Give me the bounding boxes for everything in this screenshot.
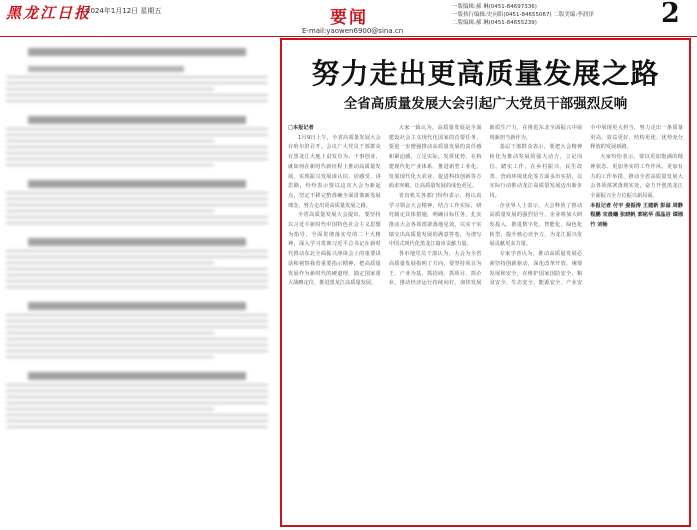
article-paragraph: 1月9日上午，全省高质量发展大会在哈尔滨召开。会议广大党员干部群众在黑龙江大地上奋发有为、干事创业，就如何在新时代新征程上推动高质量发展、实现振兴发展谈认识、话感受、讲思路，纷纷表示要以这次大会为新起点，坚定不移完整准确全面贯彻新发展理念，努力走出更高质量发展之路。 bbox=[288, 134, 381, 209]
blurred-text-line bbox=[6, 210, 214, 212]
blurred-text-line bbox=[6, 134, 268, 136]
blurred-text-line bbox=[6, 128, 268, 130]
blurred-text-line bbox=[6, 82, 268, 84]
blurred-headline bbox=[28, 180, 246, 188]
blurred-text-line bbox=[6, 204, 268, 206]
blurred-headline bbox=[28, 372, 246, 380]
blurred-text-line bbox=[6, 158, 268, 160]
article-paragraph: 全省高质量发展大会提出，要坚持以习近平新时代中国特色社会主义思想为指导，全面贯彻落实党的二十大精神，深入学习贯彻习近平总书记在新时代推动东北全面振兴座谈会上的重要讲话和视察我省重要指示精神，把高质量发展作为新时代的硬道理，锚定国家重大战略定位，推进黑龙江高质量发展。 bbox=[288, 212, 381, 287]
article-paragraph: 大家一致认为，高质量发展是全面建设社会主义现代化国家的首要任务，要进一步增强推动高质量发展的责任感和紧迫感，立足实际，发挥优势，在构建现代化产业体系、推进新型工业化、发展现代化大农业、促进科技创新等方面求突破，让高质量发展的成色更足。 bbox=[388, 125, 482, 190]
article-byline: □本报记者 bbox=[288, 125, 314, 131]
blurred-text-line bbox=[6, 192, 268, 194]
newspaper-logo: 黑龙江日报 bbox=[6, 4, 92, 22]
blurred-text-line bbox=[6, 350, 268, 352]
article-signoff: 本报记者 付宇 姜振涛 王建新 彭溢 周静 程鹏 宋晨曦 张晓帆 郭铭华 邵晶岩 谭湘竹 刘畅 bbox=[590, 202, 683, 229]
blurred-headline bbox=[28, 116, 246, 124]
blurred-text-line bbox=[6, 76, 268, 78]
blurred-text-line bbox=[6, 390, 268, 392]
article-paragraph: 大家纷纷表示，要以更加饱满的精神状态、更加务实的工作作风、更加有力的工作举措，推动全省高质量发展大会各项部署落到实处，奋力开创黑龙江全面振兴全方位振兴新局面。 bbox=[590, 154, 683, 199]
blurred-text-line bbox=[6, 198, 268, 200]
section-email: E-mail:yaowen6900@sina.cn bbox=[302, 27, 404, 35]
blurred-text-line bbox=[6, 286, 268, 288]
blurred-text-line bbox=[6, 216, 268, 218]
blurred-text-line bbox=[6, 326, 268, 328]
article-subhead: 全省高质量发展大会引起广大党员干部强烈反响 bbox=[343, 96, 628, 112]
blurred-text-line bbox=[6, 320, 268, 322]
blurred-text-line bbox=[6, 250, 268, 252]
blurred-left-columns bbox=[0, 38, 274, 530]
blurred-text-line bbox=[6, 384, 268, 386]
blurred-text-line bbox=[6, 338, 268, 340]
editor-line: 一版编辑:郝 琳(0451-84697336) bbox=[452, 4, 537, 10]
blurred-text-line bbox=[6, 408, 214, 410]
blurred-text-line bbox=[6, 88, 214, 90]
blurred-text-line bbox=[6, 280, 268, 282]
editor-credits bbox=[452, 3, 622, 27]
blurred-text-line bbox=[6, 314, 268, 316]
blurred-text-line bbox=[6, 274, 268, 276]
blurred-text-line bbox=[6, 332, 214, 334]
blurred-headline bbox=[28, 48, 246, 56]
article-paragraph: 基层干部群众表示，要把大会精神转化为推动发展的强大动力，立足岗位、踏实工作，在乡村振兴、民生改善、营商环境优化等方面多出实招，以实际行动推动龙江高质量发展迈出新步伐。 bbox=[489, 144, 583, 199]
editor-line: 一版执行编辑:史向阳(0451-84655067) 二版美编:李润泽 bbox=[452, 12, 594, 18]
article-body bbox=[288, 124, 683, 524]
blurred-text-line bbox=[6, 256, 268, 258]
page-number: 2 bbox=[661, 0, 680, 29]
blurred-text-line bbox=[6, 402, 268, 404]
blurred-text-line bbox=[6, 268, 268, 270]
article-paragraph: 专家学者认为，推动高质量发展必须坚持创新驱动，深化改革开放，统筹发展和安全，在维护国家国防安全、粮食安全、生态安全、能源安全、产业安全中展现更大担当，努力走出一条质量更高、效益更好、结构更优、优势充分释放的发展新路。 bbox=[489, 125, 683, 287]
article-paragraph: 企业界人士表示，大会释放了推动高质量发展的强烈信号，企业将加大研发投入，推进数字化、智能化、绿色化转型，提升核心竞争力，为龙江振兴发展贡献更多力量。 bbox=[489, 202, 583, 248]
blurred-text-line bbox=[6, 396, 268, 398]
blurred-headline bbox=[28, 302, 246, 310]
article-paragraph: 各市地党员干部认为，大会为全省高质量发展指明了方向，要坚持项目为王、产业为基，抓招商、抓项目、抓企业，推动经济运行持续向好，加快发展新质生产力，在推进东北全面振兴中展现新担当新作为。 bbox=[388, 125, 583, 287]
masthead bbox=[0, 0, 697, 35]
blurred-text-line bbox=[6, 140, 214, 142]
article-headline: 努力走出更高质量发展之路 bbox=[311, 57, 660, 90]
blurred-text-line bbox=[6, 94, 268, 96]
blurred-text-line bbox=[6, 100, 268, 102]
section-title: 要闻 bbox=[330, 8, 368, 28]
blurred-text-line bbox=[6, 146, 268, 148]
blurred-text-line bbox=[6, 164, 214, 166]
blurred-subhead bbox=[28, 66, 184, 72]
editor-line: 二版编辑:郝 琳(0451-84655239) bbox=[452, 20, 537, 26]
blurred-text-line bbox=[6, 222, 268, 224]
blurred-text-line bbox=[6, 414, 268, 416]
blurred-text-line bbox=[6, 344, 268, 346]
highlighted-article[interactable] bbox=[280, 38, 691, 527]
masthead-divider bbox=[0, 36, 697, 37]
blurred-text-line bbox=[6, 356, 214, 358]
blurred-text-line bbox=[6, 262, 214, 264]
article-paragraph: 省直机关各部门纷纷表示，将认真学习领会大会精神，结合工作实际，研究制定具体措施，明确目标任务，扎实推动大会各项部署落地见效，以实干实绩交出高质量发展的满意答卷，为谱写中国式现代化黑龙江篇章贡献力量。 bbox=[388, 192, 482, 248]
issue-date: 2024年1月12日 星期五 bbox=[86, 7, 162, 15]
blurred-headline bbox=[28, 238, 246, 246]
blurred-text-line bbox=[6, 426, 268, 428]
blurred-text-line bbox=[6, 152, 268, 154]
blurred-text-line bbox=[6, 420, 268, 422]
